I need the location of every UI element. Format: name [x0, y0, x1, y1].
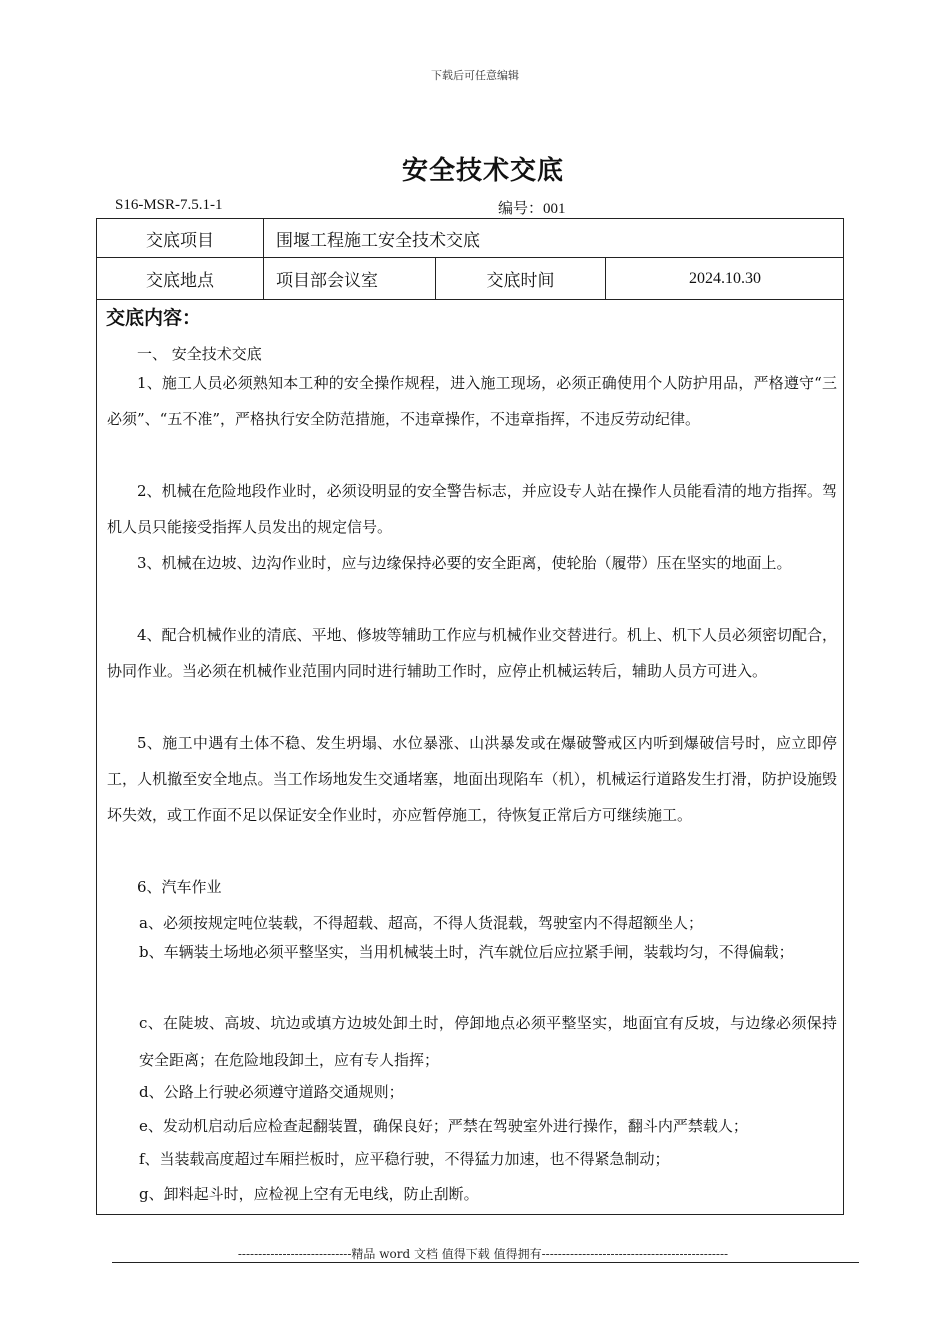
paragraph: 1、施工人员必须熟知本工种的安全操作规程，进入施工现场，必须正确使用个人防护用品，严格遵守“三必须”、“五不准”，严格执行安全防范措施，不违章操作，不违章指挥，不违反劳动纪律。 [107, 374, 837, 428]
sub-item: e、发动机启动后应检查起翻装置，确保良好；严禁在驾驶室外进行操作，翻斗内严禁载人； [139, 1117, 748, 1135]
paragraph: 4、配合机械作业的清底、平地、修坡等辅助工作应与机械作业交替进行。机上、机下人员必须密切配合，协同作业。当必须在机械作业范围内同时进行辅助工作时，应停止机械运转后，辅助人员方可进入。 [107, 626, 837, 680]
place-label: 交底地点 [97, 258, 264, 299]
project-value: 围堰工程施工安全技术交底 [276, 230, 480, 251]
place-time-row [97, 258, 843, 300]
sub-item: c、在陡坡、高坡、坑边或填方边坡处卸土时，停卸地点必须平整坚实，地面宜有反坡，与边缘必须保持安全距离；在危险地段卸土，应有专人指挥； [139, 1014, 837, 1069]
serial-number [498, 197, 566, 218]
paragraph: 3、机械在边坡、边沟作业时，应与边缘保持必要的安全距离，使轮胎（履带）压在坚实的地面上。 [137, 554, 792, 572]
paragraph: 2、机械在危险地段作业时，必须设明显的安全警告标志，并应设专人站在操作人员能看清的地方指挥。驾机人员只能接受指挥人员发出的规定信号。 [107, 482, 837, 536]
content-title: 交底内容： [106, 307, 202, 329]
footer-divider [112, 1262, 859, 1263]
disclosure-table [96, 218, 844, 1215]
sub-item: d、公路上行驶必须遵守道路交通规则； [139, 1083, 404, 1101]
doc-number: S16-MSR-7.5.1-1 [115, 197, 223, 213]
sub-item: a、必须按规定吨位装载，不得超载、超高，不得人货混载，驾驶室内不得超额坐人； [139, 914, 703, 932]
sub-item: b、车辆装土场地必须平整坚实，当用机械装土时，汽车就位后应拉紧手闸，装载均匀，不得偏载； [139, 943, 794, 961]
project-label: 交底项目 [97, 219, 264, 257]
serial-value: 001 [543, 201, 566, 217]
sub-item: f、当装载高度超过车厢拦板时，应平稳行驶，不得猛力加速，也不得紧急制动； [139, 1150, 670, 1168]
time-label: 交底时间 [436, 258, 606, 299]
paragraph: 5、施工中遇有土体不稳、发生坍塌、水位暴涨、山洪暴发或在爆破警戒区内听到爆破信号时，应立即停工，人机撤至安全地点。当工作场地发生交通堵塞，地面出现陷车（机），机械运行道路发生打滑，防护设施毁坏失效，或工作面不足以保证安全作业时，亦应暂停施工，待恢复正常后方可继续施工。 [107, 734, 837, 824]
project-row [97, 219, 843, 258]
serial-label: 编号： [498, 199, 544, 217]
header-note: 下载后可任意编辑 [431, 69, 519, 82]
paragraph: 6、汽车作业 [137, 878, 222, 896]
document-title: 安全技术交底 [401, 156, 564, 186]
sub-item: g、卸料起斗时，应检视上空有无电线，防止刮断。 [139, 1185, 479, 1203]
place-value: 项目部会议室 [264, 258, 436, 299]
section-heading: 一、 安全技术交底 [137, 345, 262, 363]
footer-text: ----------------------------精品 word 文档 值得下载 值得拥有---------------------------------------------- [237, 1247, 729, 1261]
time-value: 2024.10.30 [689, 269, 761, 287]
